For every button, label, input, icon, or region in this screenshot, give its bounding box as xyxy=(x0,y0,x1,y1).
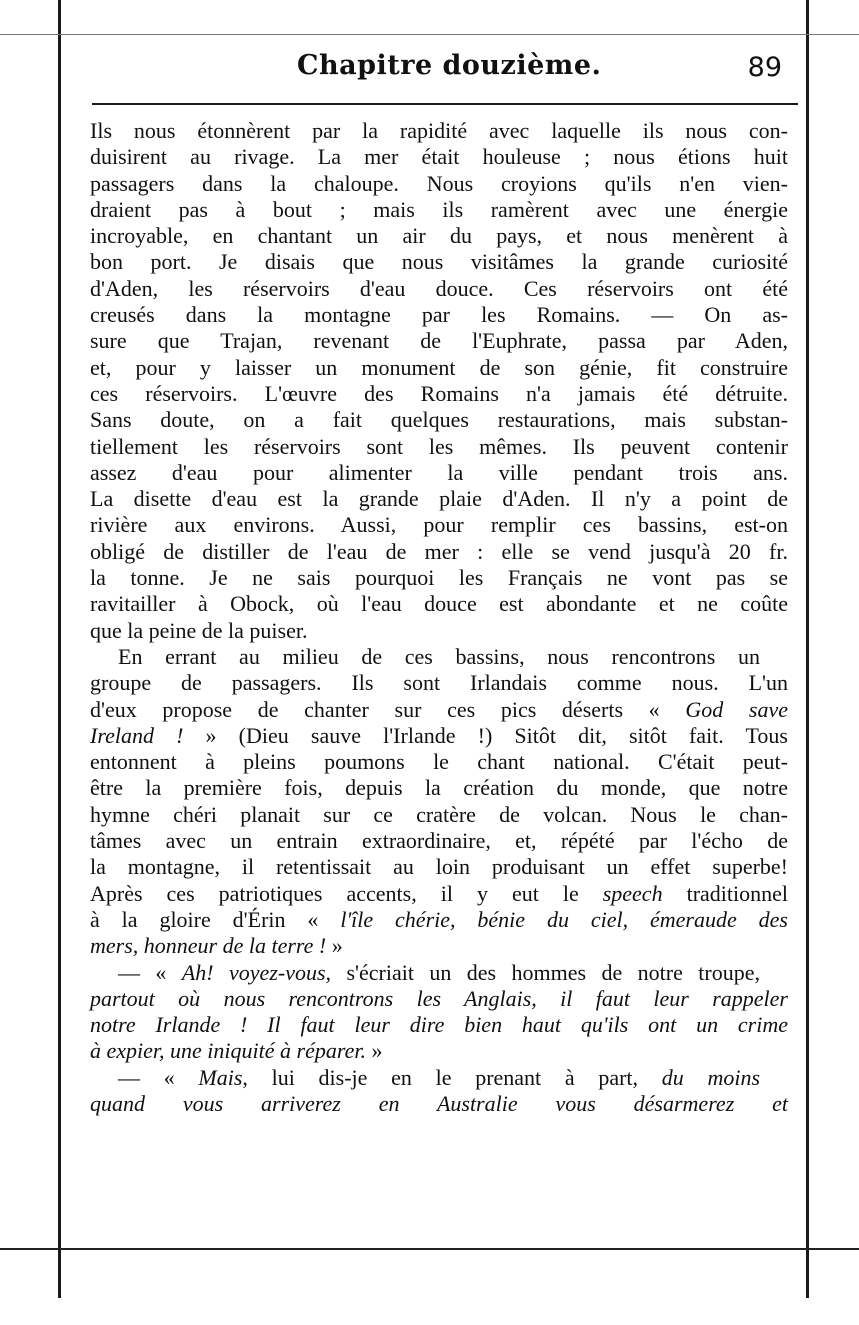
page-number: 89 xyxy=(747,52,782,83)
text-line-content xyxy=(90,723,788,749)
text-line xyxy=(90,644,788,670)
text-line-content xyxy=(90,355,788,381)
text-line xyxy=(90,434,788,460)
text-segment: hymne chéri planait sur ce cratère de volcan. Nous le chan- xyxy=(90,801,788,827)
text-line xyxy=(90,328,788,354)
text-segment: traditionnel xyxy=(662,880,788,906)
text-line-content xyxy=(90,249,788,275)
text-line xyxy=(90,144,788,170)
text-line xyxy=(90,1012,788,1038)
text-segment: d'eux propose de chanter sur ces pics déserts « xyxy=(90,696,686,722)
text-segment: Sans doute, on a fait quelques restaurations, mais substan- xyxy=(90,407,788,433)
italic-text: du moins xyxy=(661,1064,761,1090)
text-line xyxy=(90,697,788,723)
text-line-content xyxy=(90,802,788,828)
text-line-content xyxy=(90,854,788,880)
body-text xyxy=(90,118,788,1117)
text-line xyxy=(90,881,788,907)
text-segment: bon port. Je disais que nous visitâmes la grande curiosité xyxy=(90,249,788,275)
text-line-content xyxy=(118,1065,760,1091)
text-line xyxy=(90,907,788,933)
text-segment: » xyxy=(326,933,343,959)
text-line xyxy=(90,591,788,617)
italic-text: Ah! voyez-vous, xyxy=(181,959,332,985)
text-line xyxy=(90,775,788,801)
text-line xyxy=(90,670,788,696)
text-segment: Après ces patriotiques accents, il y eut le xyxy=(90,880,603,906)
italic-text: Mais xyxy=(198,1064,243,1090)
text-segment: la montagne, il retentissait au loin produisant un effet superbe! xyxy=(90,854,788,880)
text-line xyxy=(90,486,788,512)
text-segment: creusés dans la montagne par les Romains. — On as- xyxy=(90,302,788,328)
text-line xyxy=(90,381,788,407)
italic-text: notre Irlande ! Il faut leur dire bien haut qu'ils ont un crime xyxy=(90,1012,788,1038)
text-segment: sure que Trajan, revenant de l'Euphrate, passa par Aden, xyxy=(90,328,788,354)
text-line xyxy=(90,1065,788,1091)
page-frame-left-line xyxy=(58,0,61,1298)
text-line xyxy=(90,302,788,328)
text-line xyxy=(90,276,788,302)
text-segment: La disette d'eau est la grande plaie d'Aden. Il n'y a point de xyxy=(90,486,788,512)
page-frame-bottom-line xyxy=(0,1248,859,1250)
text-segment: groupe de passagers. Ils sont Irlandais comme nous. L'un xyxy=(90,670,788,696)
header-rule xyxy=(92,103,798,105)
text-segment: tiellement les réservoirs sont les mêmes. Ils peuvent contenir xyxy=(90,433,788,459)
text-segment: En errant au milieu de ces bassins, nous rencontrons un xyxy=(118,643,760,669)
text-segment: Ils nous étonnèrent par la rapidité avec laquelle ils nous con- xyxy=(90,118,788,143)
text-line xyxy=(90,407,788,433)
text-line xyxy=(90,828,788,854)
text-segment: que la peine de la puiser. xyxy=(90,617,308,643)
text-line-content xyxy=(90,381,788,407)
text-line-content xyxy=(90,1012,788,1038)
text-line-content xyxy=(90,434,788,460)
text-line-content xyxy=(90,749,788,775)
text-line xyxy=(90,960,788,986)
text-line xyxy=(90,355,788,381)
text-segment: entonnent à pleins poumons le chant national. C'était peut- xyxy=(90,749,788,775)
text-line xyxy=(90,723,788,749)
text-line xyxy=(90,512,788,538)
text-line-content xyxy=(90,933,788,959)
italic-text: quand vous arriverez en Australie vous désarmerez et xyxy=(90,1090,788,1116)
text-segment: — « xyxy=(118,959,182,985)
text-segment: incroyable, en chantant un air du pays, et nous menèrent à xyxy=(90,223,788,249)
text-line-content xyxy=(90,486,788,512)
text-segment: draient pas à bout ; mais ils ramèrent avec une énergie xyxy=(90,196,788,222)
text-line xyxy=(90,1091,788,1117)
text-line xyxy=(90,539,788,565)
text-line-content xyxy=(90,276,788,302)
italic-text: mers, honneur de la terre ! xyxy=(90,933,327,959)
text-line-content xyxy=(90,512,788,538)
text-line-content xyxy=(90,539,788,565)
text-line-content xyxy=(90,775,788,801)
text-segment: rivière aux environs. Aussi, pour remplir ces bassins, est-on xyxy=(90,512,788,538)
text-segment: assez d'eau pour alimenter la ville pendant trois ans. xyxy=(90,459,788,485)
text-segment: la tonne. Je ne sais pourquoi les Français ne vont pas se xyxy=(90,565,788,591)
text-line xyxy=(90,223,788,249)
text-segment: obligé de distiller de l'eau de mer : elle se vend jusqu'à 20 fr. xyxy=(90,538,788,564)
text-line xyxy=(90,460,788,486)
text-line-content xyxy=(90,697,788,723)
text-segment: être la première fois, depuis la création du monde, que notre xyxy=(90,775,788,801)
text-segment: et, pour y laisser un monument de son génie, fit construire xyxy=(90,354,788,380)
text-segment: , lui dis-je en le prenant à part, xyxy=(242,1064,662,1090)
text-line xyxy=(90,618,788,644)
page-frame-top-line xyxy=(0,34,859,35)
text-segment: duisirent au rivage. La mer était houleuse ; nous étions huit xyxy=(90,144,788,170)
text-line-content xyxy=(90,1091,788,1117)
text-segment: » xyxy=(365,1038,383,1064)
text-line-content xyxy=(90,670,788,696)
text-line-content xyxy=(90,171,788,197)
page-frame-right-line xyxy=(806,0,809,1298)
text-line xyxy=(90,171,788,197)
text-segment: passagers dans la chaloupe. Nous croyions qu'ils n'en vien- xyxy=(90,170,788,196)
text-line-content xyxy=(90,302,788,328)
text-segment: d'Aden, les réservoirs d'eau douce. Ces réservoirs ont été xyxy=(90,275,788,301)
text-line-content xyxy=(90,197,788,223)
text-line-content xyxy=(90,1038,788,1064)
text-line xyxy=(90,749,788,775)
text-line xyxy=(90,1038,788,1064)
text-line-content xyxy=(90,828,788,854)
text-line xyxy=(90,118,788,144)
text-line-content xyxy=(90,907,788,933)
text-line-content xyxy=(90,223,788,249)
text-line-content xyxy=(118,644,760,670)
running-header xyxy=(92,50,798,90)
text-segment: ravitailler à Obock, où l'eau douce est abondante et ne coûte xyxy=(90,591,788,617)
italic-text: partout où nous rencontrons les Anglais, il faut leur rappeler xyxy=(90,985,788,1011)
italic-text: à expier, une iniquité à réparer. xyxy=(90,1038,366,1064)
text-line-content xyxy=(90,565,788,591)
italic-text: l'île chérie, bénie du ciel, émeraude des xyxy=(340,906,788,932)
text-segment: à la gloire d'Érin « xyxy=(90,906,341,932)
text-segment: — « xyxy=(118,1064,199,1090)
text-segment: » (Dieu sauve l'Irlande !) Sitôt dit, sitôt fait. Tous xyxy=(183,722,788,748)
text-segment: s'écriait un des hommes de notre troupe, xyxy=(331,959,761,985)
text-line xyxy=(90,854,788,880)
text-line xyxy=(90,197,788,223)
text-line xyxy=(90,565,788,591)
text-line-content xyxy=(90,144,788,170)
chapter-title: Chapitre douzième. xyxy=(297,50,602,81)
italic-text: God save xyxy=(685,696,789,722)
text-line-content xyxy=(90,881,788,907)
text-line-content xyxy=(90,328,788,354)
text-line-content xyxy=(90,407,788,433)
italic-text: Ireland ! xyxy=(90,722,184,748)
text-line xyxy=(90,986,788,1012)
italic-text: speech xyxy=(602,880,663,906)
text-line-content xyxy=(90,986,788,1012)
text-segment: tâmes avec un entrain extraordinaire, et, répété par l'écho de xyxy=(90,828,788,854)
text-line xyxy=(90,933,788,959)
text-line xyxy=(90,802,788,828)
text-line-content xyxy=(90,591,788,617)
text-line-content xyxy=(90,618,788,644)
text-segment: ces réservoirs. L'œuvre des Romains n'a jamais été détruite. xyxy=(90,380,788,406)
text-line xyxy=(90,249,788,275)
text-line-content xyxy=(90,460,788,486)
text-line-content xyxy=(118,960,760,986)
text-line-content xyxy=(90,118,788,144)
